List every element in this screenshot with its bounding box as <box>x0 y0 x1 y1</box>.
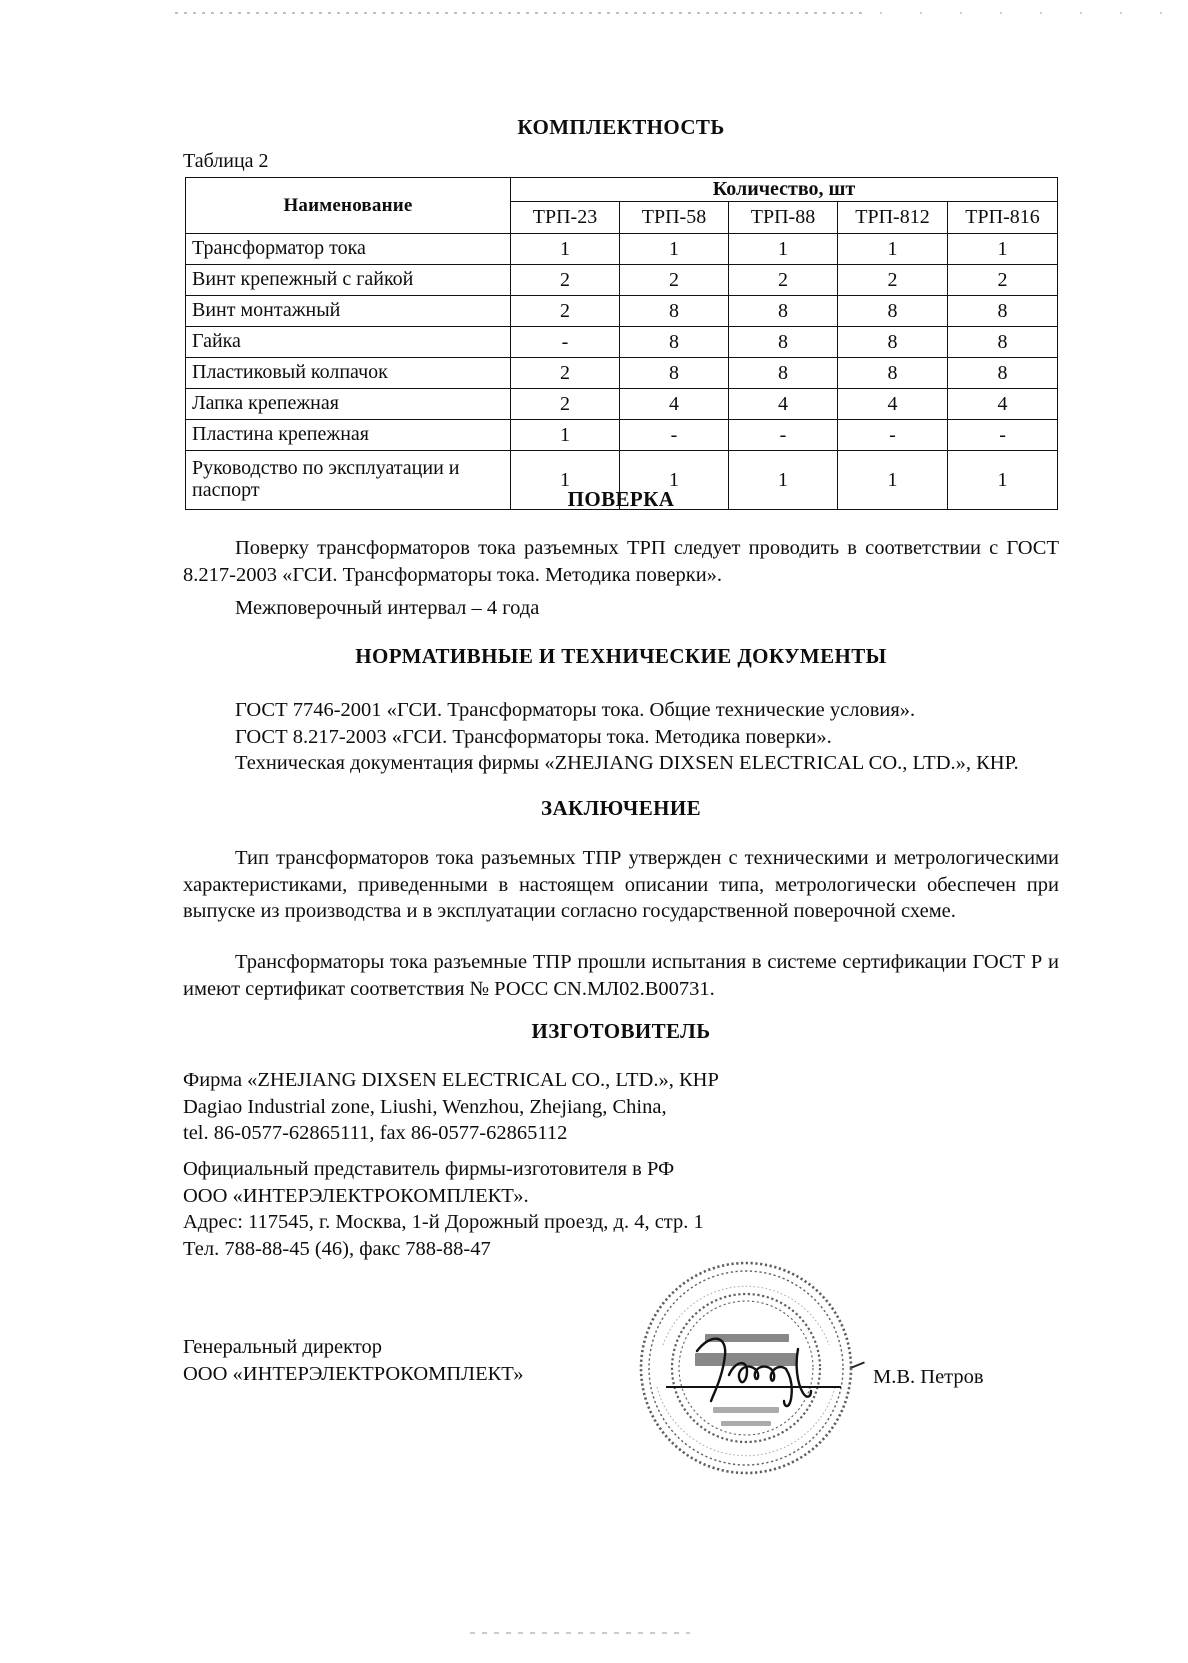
cell-item-name: Гайка <box>186 327 511 358</box>
cell-qty: 4 <box>729 389 838 420</box>
cell-qty: 1 <box>729 451 838 510</box>
column-header-model-4: ТРП-812 <box>838 202 948 234</box>
cell-qty: 1 <box>948 234 1058 265</box>
kit-section-heading <box>183 115 1059 140</box>
conclusion-paragraph-2: Трансформаторы тока разъемные ТПР прошли испытания в системе сертификации ГОСТ Р и имеют сертификат соответствия № РОСС CN.МЛ02.В00731. <box>183 951 1059 1000</box>
verification-section-heading <box>183 487 1059 512</box>
cell-qty: 4 <box>838 389 948 420</box>
cell-qty: 8 <box>620 327 729 358</box>
representative-block <box>183 1156 1059 1263</box>
cell-qty: 2 <box>948 265 1058 296</box>
normative-line-3: Техническая документация фирмы «ZHEJIANG DIXSEN ELECTRICAL CO., LTD.», КНР. <box>235 752 1019 775</box>
representative-line-4: Тел. 788-88-45 (46), факс 788-88-47 <box>183 1237 491 1260</box>
conclusion-title: ЗАКЛЮЧЕНИЕ <box>540 796 702 820</box>
column-header-model-5: ТРП-816 <box>948 202 1058 234</box>
table-row <box>186 234 1058 265</box>
cell-qty: 2 <box>511 389 620 420</box>
signatory-position-line-1: Генеральный директор <box>183 1336 383 1358</box>
cell-qty: 1 <box>838 234 948 265</box>
conclusion-section-heading <box>183 796 1059 821</box>
scan-artifact-top-right-icon <box>880 12 1180 14</box>
cell-qty: 8 <box>948 296 1058 327</box>
cell-qty: 1 <box>948 451 1058 510</box>
column-header-model-1: ТРП-23 <box>511 202 620 234</box>
cell-qty: 4 <box>620 389 729 420</box>
normative-title: НОРМАТИВНЫЕ И ТЕХНИЧЕСКИЕ ДОКУМЕНТЫ <box>355 644 887 668</box>
cell-item-name: Руководство по эксплуатации и паспорт <box>186 451 511 510</box>
column-header-name: Наименование <box>186 178 511 234</box>
cell-qty: 8 <box>620 358 729 389</box>
table-row <box>186 389 1058 420</box>
representative-line-1: Официальный представитель фирмы-изготовителя в РФ <box>183 1158 675 1180</box>
cell-qty: 1 <box>511 451 620 510</box>
table-row <box>186 420 1058 451</box>
representative-line-2: ООО «ИНТЕРЭЛЕКТРОКОМПЛЕКТ». <box>183 1184 529 1207</box>
verification-title: ПОВЕРКА <box>567 487 675 511</box>
cell-qty: 2 <box>729 265 838 296</box>
cell-item-name: Трансформатор тока <box>186 234 511 265</box>
table-row <box>186 327 1058 358</box>
representative-line-3: Адрес: 117545, г. Москва, 1-й Дорожный проезд, д. 4, стр. 1 <box>183 1211 704 1234</box>
cell-qty: 8 <box>838 296 948 327</box>
scan-artifact-bottom-icon <box>470 1632 690 1634</box>
cell-qty: - <box>838 420 948 451</box>
column-header-model-2: ТРП-58 <box>620 202 729 234</box>
cell-qty: 1 <box>729 234 838 265</box>
signatory-name: М.В. Петров <box>873 1366 984 1388</box>
cell-qty: 2 <box>511 265 620 296</box>
manufacturer-section-heading <box>183 1019 1059 1044</box>
cell-qty: 8 <box>948 327 1058 358</box>
cell-qty: 2 <box>511 358 620 389</box>
kit-table <box>185 177 1058 510</box>
verification-paragraph: Поверку трансформаторов тока разъемных ТРП следует проводить в соответствии с ГОСТ 8.217-2003 «ГСИ. Трансформаторы тока. Методика поверки». <box>183 537 1059 586</box>
table-caption: Таблица 2 <box>183 150 269 172</box>
cell-qty: 8 <box>729 358 838 389</box>
column-header-model-3: ТРП-88 <box>729 202 838 234</box>
cell-qty: 1 <box>511 420 620 451</box>
cell-qty: 8 <box>838 358 948 389</box>
cell-qty: 2 <box>511 296 620 327</box>
cell-qty: 8 <box>729 296 838 327</box>
normative-line-2: ГОСТ 8.217-2003 «ГСИ. Трансформаторы тока. Методика поверки». <box>235 725 832 748</box>
cell-qty: 1 <box>511 234 620 265</box>
cell-qty: - <box>729 420 838 451</box>
manufacturer-block <box>183 1067 1059 1147</box>
cell-qty: 8 <box>838 327 948 358</box>
cell-qty: 2 <box>620 265 729 296</box>
cell-qty: 2 <box>838 265 948 296</box>
signature-dash-icon <box>851 1361 865 1368</box>
verification-interval: Межповерочный интервал – 4 года <box>235 597 540 619</box>
company-stamp-icon <box>635 1257 857 1479</box>
cell-qty: 1 <box>620 234 729 265</box>
manufacturer-line-3: tel. 86-0577-62865111, fax 86-0577-62865112 <box>183 1122 568 1145</box>
cell-qty: - <box>620 420 729 451</box>
cell-qty: 4 <box>948 389 1058 420</box>
signatory-position-line-2: ООО «ИНТЕРЭЛЕКТРОКОМПЛЕКТ» <box>183 1363 524 1386</box>
scan-artifact-top-icon <box>175 12 865 14</box>
cell-item-name: Винт монтажный <box>186 296 511 327</box>
cell-item-name: Винт крепежный с гайкой <box>186 265 511 296</box>
manufacturer-title: ИЗГОТОВИТЕЛЬ <box>531 1019 711 1043</box>
normative-section-heading <box>183 644 1059 669</box>
cell-item-name: Пластина крепежная <box>186 420 511 451</box>
table-row <box>186 296 1058 327</box>
signature-rule <box>666 1386 841 1388</box>
cell-qty: - <box>948 420 1058 451</box>
cell-qty: 8 <box>729 327 838 358</box>
table-row <box>186 265 1058 296</box>
cell-qty: 8 <box>620 296 729 327</box>
cell-qty: 1 <box>620 451 729 510</box>
cell-qty: 8 <box>948 358 1058 389</box>
cell-qty: - <box>511 327 620 358</box>
handwritten-signature-icon <box>685 1329 855 1409</box>
cell-qty: 1 <box>838 451 948 510</box>
conclusion-paragraph-1: Тип трансформаторов тока разъемных ТПР утвержден с техническими и метрологическими характеристиками, приведенными в настоящем описании типа, метрологически обеспечен при выпуске из производства и в эксплуатации согласно государственной поверочной схеме. <box>183 847 1059 923</box>
cell-item-name: Пластиковый колпачок <box>186 358 511 389</box>
normative-line-1: ГОСТ 7746-2001 «ГСИ. Трансформаторы тока. Общие технические условия». <box>235 699 916 721</box>
table-header-row-1 <box>186 178 1058 202</box>
signatory-position <box>183 1334 524 1388</box>
column-header-quantity-group: Количество, шт <box>511 178 1058 202</box>
normative-documents-list <box>183 697 1111 777</box>
manufacturer-line-1: Фирма «ZHEJIANG DIXSEN ELECTRICAL CO., LTD.», КНР <box>183 1069 719 1091</box>
table-row <box>186 358 1058 389</box>
manufacturer-line-2: Dagiao Industrial zone, Liushi, Wenzhou, Zhejiang, China, <box>183 1095 667 1118</box>
signature-area <box>183 1334 1059 1444</box>
cell-item-name: Лапка крепежная <box>186 389 511 420</box>
kit-title: КОМПЛЕКТНОСТЬ <box>517 115 725 139</box>
